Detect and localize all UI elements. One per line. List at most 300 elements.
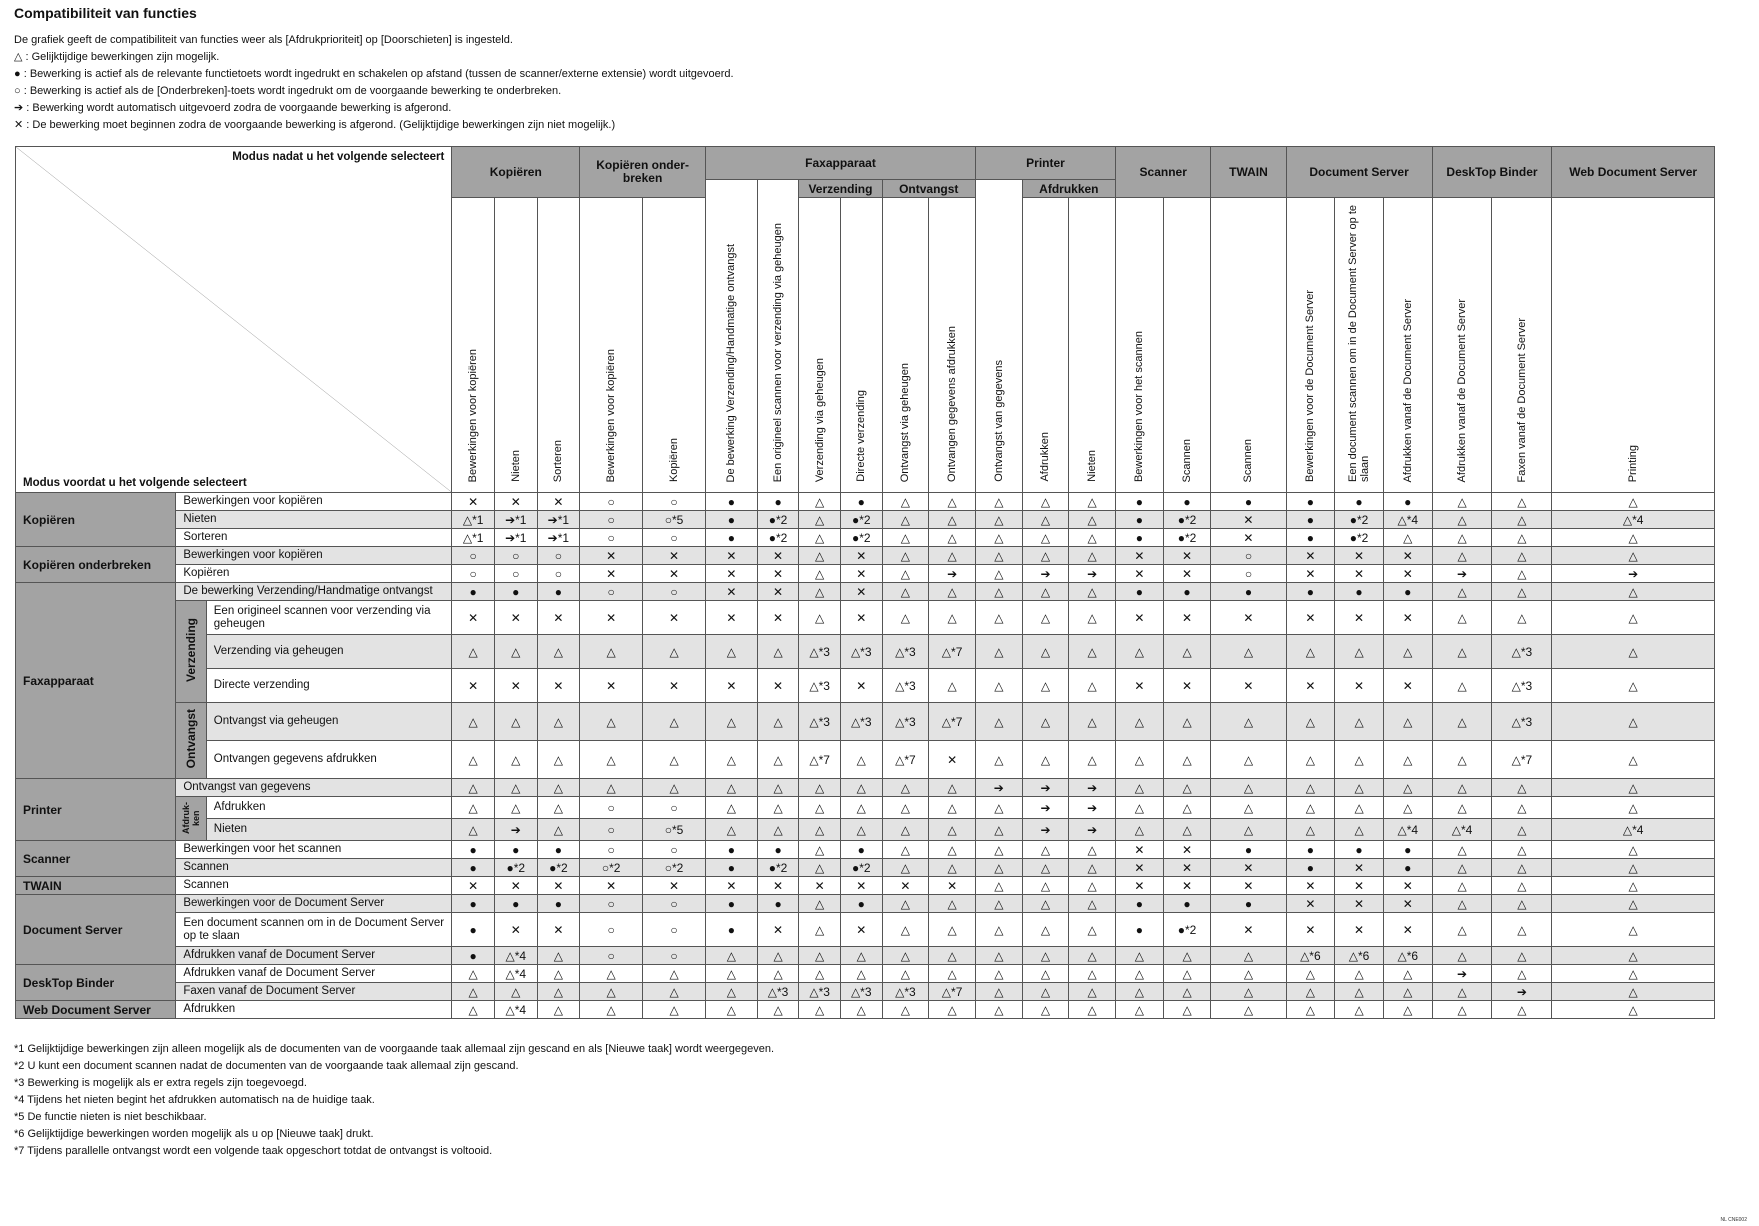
- compat-cell: △: [882, 511, 929, 529]
- compat-cell: △: [706, 947, 758, 965]
- compat-cell: ✕: [1163, 669, 1211, 703]
- compat-cell: △: [1552, 635, 1715, 669]
- compat-cell: △: [452, 703, 495, 741]
- compat-cell: △: [1286, 1001, 1335, 1019]
- compat-cell: △: [1163, 703, 1211, 741]
- compat-cell: △*6: [1286, 947, 1335, 965]
- compat-cell: △*4: [1383, 511, 1432, 529]
- compat-cell: △: [1432, 859, 1492, 877]
- compat-cell: △: [494, 797, 537, 819]
- table-row: [16, 493, 1715, 511]
- column-header: Een document scannen om in de Document Server op te slaan: [1335, 198, 1384, 493]
- compat-cell: ✕: [1335, 565, 1384, 583]
- compat-cell: △: [929, 913, 976, 947]
- compat-cell: △*3: [799, 703, 841, 741]
- compat-cell: ●: [706, 493, 758, 511]
- compat-cell: △: [975, 547, 1022, 565]
- compat-cell: △: [1383, 1001, 1432, 1019]
- row-group-webdoc: Web Document Server: [16, 1001, 176, 1019]
- column-header: Verzending via geheugen: [799, 198, 841, 493]
- compat-cell: ●: [1335, 493, 1384, 511]
- compat-cell: △: [452, 1001, 495, 1019]
- row-label: Bewerkingen voor kopiëren: [176, 547, 452, 565]
- compat-cell: ●: [1211, 895, 1286, 913]
- compat-cell: ●: [1163, 895, 1211, 913]
- compat-cell: ●: [706, 511, 758, 529]
- compat-cell: △: [1116, 965, 1164, 983]
- compat-cell: △*3: [882, 635, 929, 669]
- compat-cell: △: [929, 895, 976, 913]
- compat-cell: △: [757, 703, 799, 741]
- compat-cell: ➔: [1022, 819, 1069, 841]
- compat-cell: △: [706, 1001, 758, 1019]
- compat-cell: △: [1116, 947, 1164, 965]
- compat-cell: △: [1383, 983, 1432, 1001]
- compat-cell: △: [1552, 859, 1715, 877]
- row-label: Nieten: [176, 511, 452, 529]
- compat-cell: △: [929, 965, 976, 983]
- column-header: Printing: [1552, 198, 1715, 493]
- compat-cell: ✕: [1116, 669, 1164, 703]
- compat-cell: ✕: [1335, 859, 1384, 877]
- compat-cell: △: [1432, 529, 1492, 547]
- compat-cell: △: [643, 983, 706, 1001]
- compat-cell: ●*2: [1163, 529, 1211, 547]
- compat-cell: △: [1286, 965, 1335, 983]
- compat-cell: △: [882, 1001, 929, 1019]
- table-row: [16, 819, 1715, 841]
- compat-cell: △: [799, 1001, 841, 1019]
- compat-cell: △: [494, 983, 537, 1001]
- compat-cell: △: [1552, 797, 1715, 819]
- compat-cell: ✕: [1286, 601, 1335, 635]
- compat-cell: △: [1492, 841, 1552, 859]
- footnote: *7 Tijdens parallelle ontvangst wordt een volgende taak opgeschort totdat de ontvangst is voltooid.: [14, 1145, 493, 1157]
- compat-cell: ✕: [1383, 565, 1432, 583]
- compat-cell: △*6: [1383, 947, 1432, 965]
- compat-cell: ●: [757, 493, 799, 511]
- compat-cell: △: [799, 965, 841, 983]
- compat-cell: △: [494, 779, 537, 797]
- compat-cell: △: [1163, 947, 1211, 965]
- compat-cell: △: [1432, 779, 1492, 797]
- compat-cell: △: [1069, 547, 1116, 565]
- compat-cell: △: [452, 741, 495, 779]
- footnote: *1 Gelijktijdige bewerkingen zijn alleen mogelijk als de documenten van de voorgaande taak allemaal zijn gescand en als [Nieuwe taak] wordt weergegeven.: [14, 1043, 775, 1055]
- compat-cell: △: [1069, 859, 1116, 877]
- compat-cell: ✕: [643, 601, 706, 635]
- compat-cell: △: [1492, 965, 1552, 983]
- compat-cell: △: [840, 819, 882, 841]
- compat-cell: ●: [840, 493, 882, 511]
- compat-cell: △*3: [799, 669, 841, 703]
- compat-cell: △: [1069, 529, 1116, 547]
- table-row: [16, 565, 1715, 583]
- compat-cell: △*4: [494, 965, 537, 983]
- compat-cell: △: [1432, 547, 1492, 565]
- compat-cell: △: [1335, 965, 1384, 983]
- compat-cell: ✕: [840, 601, 882, 635]
- compat-cell: ●: [1286, 583, 1335, 601]
- compat-cell: △: [1552, 493, 1715, 511]
- column-header: Ontvangst van gegevens: [975, 180, 1022, 493]
- compat-cell: △*3: [882, 703, 929, 741]
- compat-cell: ✕: [1286, 547, 1335, 565]
- compat-cell: ✕: [1116, 877, 1164, 895]
- compat-cell: ●: [452, 913, 495, 947]
- table-row: [16, 511, 1715, 529]
- row-group-printer: Printer: [16, 779, 176, 841]
- compat-cell: △: [1552, 601, 1715, 635]
- col-group-printer: Printer: [975, 147, 1115, 180]
- compat-cell: △: [1552, 547, 1715, 565]
- compat-cell: △: [840, 779, 882, 797]
- compat-cell: △: [1432, 493, 1492, 511]
- compat-cell: △: [1069, 895, 1116, 913]
- compat-cell: △*4: [1383, 819, 1432, 841]
- compat-cell: △: [1492, 511, 1552, 529]
- compat-cell: △*3: [840, 703, 882, 741]
- compat-cell: △: [1552, 1001, 1715, 1019]
- compat-cell: ✕: [1335, 601, 1384, 635]
- compat-cell: △: [1022, 601, 1069, 635]
- compat-cell: ●: [1211, 583, 1286, 601]
- row-label: Directe verzending: [206, 669, 452, 703]
- compat-cell: △: [1492, 797, 1552, 819]
- compat-cell: ✕: [706, 601, 758, 635]
- compat-cell: ●: [537, 895, 580, 913]
- compat-cell: △: [1432, 983, 1492, 1001]
- compat-cell: △: [1022, 703, 1069, 741]
- compat-cell: △: [1069, 703, 1116, 741]
- compat-cell: ✕: [1163, 565, 1211, 583]
- compat-cell: △: [1335, 1001, 1384, 1019]
- compat-cell: △*4: [1552, 819, 1715, 841]
- compat-cell: ➔: [1432, 965, 1492, 983]
- compat-cell: ✕: [452, 601, 495, 635]
- compat-cell: △: [799, 779, 841, 797]
- compat-cell: ○: [643, 895, 706, 913]
- compat-cell: △: [1163, 741, 1211, 779]
- compat-cell: ✕: [643, 669, 706, 703]
- compat-cell: ✕: [840, 565, 882, 583]
- compat-cell: ➔: [1022, 779, 1069, 797]
- column-header: Scannen: [1163, 198, 1211, 493]
- compat-cell: △: [1335, 635, 1384, 669]
- compat-cell: △: [929, 583, 976, 601]
- compat-cell: ●*2: [1163, 913, 1211, 947]
- col-group-scanner: Scanner: [1116, 147, 1211, 198]
- compat-cell: △: [1432, 635, 1492, 669]
- compat-cell: △: [1022, 635, 1069, 669]
- compat-cell: △: [494, 741, 537, 779]
- compat-cell: ✕: [537, 493, 580, 511]
- compat-cell: △: [799, 797, 841, 819]
- compat-cell: ●*2: [1335, 511, 1384, 529]
- compat-cell: ✕: [1335, 913, 1384, 947]
- compat-cell: ○: [580, 493, 643, 511]
- compat-cell: △: [1552, 669, 1715, 703]
- compat-cell: △*7: [929, 703, 976, 741]
- compat-cell: △*7: [799, 741, 841, 779]
- compat-cell: △: [1022, 895, 1069, 913]
- column-header: Afdrukken: [1022, 198, 1069, 493]
- table-row: [16, 669, 1715, 703]
- compat-cell: △: [882, 947, 929, 965]
- compat-cell: △: [1492, 913, 1552, 947]
- compat-cell: △: [494, 703, 537, 741]
- compat-cell: △: [1163, 965, 1211, 983]
- compat-cell: ➔*1: [537, 529, 580, 547]
- compat-cell: △: [1552, 841, 1715, 859]
- compat-cell: △: [580, 779, 643, 797]
- compat-cell: ●: [1286, 859, 1335, 877]
- col-group-fax: Faxapparaat: [706, 147, 976, 180]
- compat-cell: ○: [580, 913, 643, 947]
- compat-cell: △: [452, 983, 495, 1001]
- compat-cell: △: [580, 741, 643, 779]
- compat-cell: ○: [580, 511, 643, 529]
- compat-cell: △: [1552, 583, 1715, 601]
- compat-cell: △: [882, 779, 929, 797]
- compat-cell: ✕: [1116, 841, 1164, 859]
- compat-cell: △: [757, 741, 799, 779]
- compat-cell: △: [882, 841, 929, 859]
- compat-cell: △: [929, 779, 976, 797]
- row-group-kopieren: Kopiëren: [16, 493, 176, 547]
- compat-cell: ●: [757, 841, 799, 859]
- compat-cell: ✕: [840, 669, 882, 703]
- table-row: [16, 635, 1715, 669]
- footnote: *5 De functie nieten is niet beschikbaar.: [14, 1111, 207, 1123]
- compat-cell: △*4: [494, 947, 537, 965]
- compat-cell: △: [1492, 895, 1552, 913]
- compat-cell: △: [1286, 635, 1335, 669]
- compat-cell: △: [1432, 741, 1492, 779]
- column-header: Afdrukken vanaf de Document Server: [1383, 198, 1432, 493]
- compat-cell: △*6: [1335, 947, 1384, 965]
- compat-cell: △: [452, 965, 495, 983]
- compat-cell: △: [757, 797, 799, 819]
- compat-cell: △: [1552, 913, 1715, 947]
- compat-cell: ➔: [1022, 565, 1069, 583]
- compat-cell: ●: [1211, 493, 1286, 511]
- compat-cell: △: [975, 583, 1022, 601]
- compat-cell: ●: [1383, 841, 1432, 859]
- compat-cell: △: [975, 913, 1022, 947]
- compat-cell: ●: [1383, 583, 1432, 601]
- compat-cell: ✕: [1383, 913, 1432, 947]
- compat-cell: △*4: [1552, 511, 1715, 529]
- compat-cell: △: [799, 493, 841, 511]
- compat-cell: △: [799, 913, 841, 947]
- compat-cell: ✕: [757, 565, 799, 583]
- column-header: Bewerkingen voor het scannen: [1116, 198, 1164, 493]
- compat-cell: △: [799, 547, 841, 565]
- compat-cell: △: [799, 601, 841, 635]
- row-label: Scannen: [176, 877, 452, 895]
- page-title: Compatibiliteit van functies: [14, 5, 197, 21]
- compat-cell: △: [1116, 983, 1164, 1001]
- row-label: Scannen: [176, 859, 452, 877]
- compat-cell: △: [706, 797, 758, 819]
- compat-cell: ○: [580, 583, 643, 601]
- compat-cell: △: [882, 895, 929, 913]
- compat-cell: △: [1069, 583, 1116, 601]
- table-row: [16, 703, 1715, 741]
- compat-cell: △: [1552, 877, 1715, 895]
- table-row: [16, 859, 1715, 877]
- compat-cell: △: [929, 601, 976, 635]
- compat-cell: ➔*1: [494, 529, 537, 547]
- compat-cell: △: [975, 841, 1022, 859]
- compat-cell: ✕: [929, 877, 976, 895]
- compat-cell: ✕: [1286, 669, 1335, 703]
- compat-cell: ✕: [1335, 877, 1384, 895]
- compat-cell: △: [975, 1001, 1022, 1019]
- compat-cell: ●: [706, 841, 758, 859]
- row-label: Ontvangst van gegevens: [176, 779, 452, 797]
- column-header: Bewerkingen voor kopiëren: [580, 198, 643, 493]
- compat-cell: ●: [1286, 511, 1335, 529]
- compat-cell: △: [580, 703, 643, 741]
- col-group-docserver: Document Server: [1286, 147, 1432, 198]
- compat-cell: ✕: [537, 601, 580, 635]
- row-label: Bewerkingen voor de Document Server: [176, 895, 452, 913]
- row-label: Afdrukken vanaf de Document Server: [176, 965, 452, 983]
- compat-cell: ●*2: [494, 859, 537, 877]
- compat-cell: ●: [1116, 511, 1164, 529]
- compat-cell: ●: [452, 895, 495, 913]
- compat-cell: △: [1163, 797, 1211, 819]
- row-subgroup-fax-verzending: Verzending: [176, 601, 206, 703]
- col-group-web-docserver: Web Document Server: [1552, 147, 1715, 198]
- compat-cell: △: [1069, 913, 1116, 947]
- compat-cell: ✕: [1383, 877, 1432, 895]
- compat-cell: △*3: [882, 669, 929, 703]
- compat-cell: △: [1211, 635, 1286, 669]
- compat-cell: △: [799, 859, 841, 877]
- row-label: Bewerkingen voor het scannen: [176, 841, 452, 859]
- compat-cell: △: [1022, 529, 1069, 547]
- compat-cell: ✕: [1163, 547, 1211, 565]
- compat-cell: ●: [494, 841, 537, 859]
- compat-cell: △: [1432, 601, 1492, 635]
- compat-cell: △: [1022, 583, 1069, 601]
- compat-cell: ✕: [494, 493, 537, 511]
- compat-cell: ○: [452, 565, 495, 583]
- compat-cell: △: [1211, 703, 1286, 741]
- compat-cell: △: [580, 965, 643, 983]
- compat-cell: △: [799, 511, 841, 529]
- compat-cell: ●*2: [840, 859, 882, 877]
- compat-cell: △: [1069, 669, 1116, 703]
- compat-cell: △: [1022, 547, 1069, 565]
- compat-cell: △*3: [1492, 635, 1552, 669]
- compat-cell: △: [1022, 859, 1069, 877]
- table-row: [16, 529, 1715, 547]
- legend-line: △ : Gelijktijdige bewerkingen zijn mogelijk.: [14, 51, 220, 63]
- compat-cell: ✕: [580, 669, 643, 703]
- corner-diagonal: [16, 147, 451, 492]
- compat-cell: ●: [706, 859, 758, 877]
- compat-cell: △: [1022, 877, 1069, 895]
- compat-cell: ○: [643, 583, 706, 601]
- compat-cell: ✕: [580, 877, 643, 895]
- compat-cell: ✕: [1286, 565, 1335, 583]
- compat-cell: ✕: [1335, 895, 1384, 913]
- compat-cell: ●: [1211, 841, 1286, 859]
- compat-cell: △: [1069, 511, 1116, 529]
- compat-cell: ○: [580, 529, 643, 547]
- table-row: [16, 583, 1715, 601]
- compat-cell: △: [975, 529, 1022, 547]
- compat-cell: △: [452, 779, 495, 797]
- compat-cell: ○: [580, 797, 643, 819]
- compat-cell: △: [452, 819, 495, 841]
- compat-cell: △: [1432, 841, 1492, 859]
- compat-cell: △: [757, 1001, 799, 1019]
- compat-cell: △: [975, 741, 1022, 779]
- compat-cell: △: [537, 635, 580, 669]
- compat-cell: △: [882, 859, 929, 877]
- legend-line: ● : Bewerking is actief als de relevante functietoets wordt ingedrukt en schakelen op afstand (tussen de scanner/externe extensie) wordt uitgevoerd.: [14, 68, 734, 80]
- compat-cell: ✕: [1211, 913, 1286, 947]
- compat-cell: ✕: [1335, 547, 1384, 565]
- compat-cell: △: [1286, 819, 1335, 841]
- compat-cell: ✕: [452, 877, 495, 895]
- row-label: Ontvangst via geheugen: [206, 703, 452, 741]
- compat-cell: △: [757, 819, 799, 841]
- compat-cell: △: [1069, 841, 1116, 859]
- row-subgroup-fax-ontvangst: Ontvangst: [176, 703, 206, 779]
- compat-cell: △: [882, 965, 929, 983]
- compat-cell: ✕: [882, 877, 929, 895]
- compat-cell: △: [1383, 529, 1432, 547]
- compat-cell: ○: [580, 841, 643, 859]
- compat-cell: ✕: [1163, 859, 1211, 877]
- compat-cell: ●: [452, 859, 495, 877]
- compat-cell: △: [1116, 635, 1164, 669]
- compat-cell: △: [1211, 741, 1286, 779]
- compat-cell: △: [975, 669, 1022, 703]
- compat-cell: ✕: [1211, 859, 1286, 877]
- compat-cell: ✕: [1286, 895, 1335, 913]
- legend-line: ○ : Bewerking is actief als de [Onderbreken]-toets wordt ingedrukt om de voorgaande bewerking te onderbreken.: [14, 85, 562, 97]
- compat-cell: ●: [1383, 493, 1432, 511]
- compat-cell: △: [975, 819, 1022, 841]
- compat-cell: ✕: [494, 877, 537, 895]
- table-corner: [16, 147, 452, 493]
- compat-cell: ✕: [1116, 601, 1164, 635]
- compat-cell: △: [580, 983, 643, 1001]
- compat-cell: ✕: [1211, 601, 1286, 635]
- compat-cell: △: [799, 565, 841, 583]
- compat-cell: △: [1552, 779, 1715, 797]
- compat-cell: △: [882, 601, 929, 635]
- row-label: Afdrukken: [176, 1001, 452, 1019]
- compat-cell: ●*2: [840, 511, 882, 529]
- compat-cell: △: [929, 947, 976, 965]
- compat-cell: ➔: [975, 779, 1022, 797]
- compat-cell: △*7: [929, 635, 976, 669]
- compat-cell: △: [975, 511, 1022, 529]
- compat-cell: ○: [537, 565, 580, 583]
- col-group-kopieren: Kopiëren: [452, 147, 580, 198]
- row-group-desktop: DeskTop Binder: [16, 965, 176, 1001]
- row-label: Bewerkingen voor kopiëren: [176, 493, 452, 511]
- compat-cell: ●: [706, 895, 758, 913]
